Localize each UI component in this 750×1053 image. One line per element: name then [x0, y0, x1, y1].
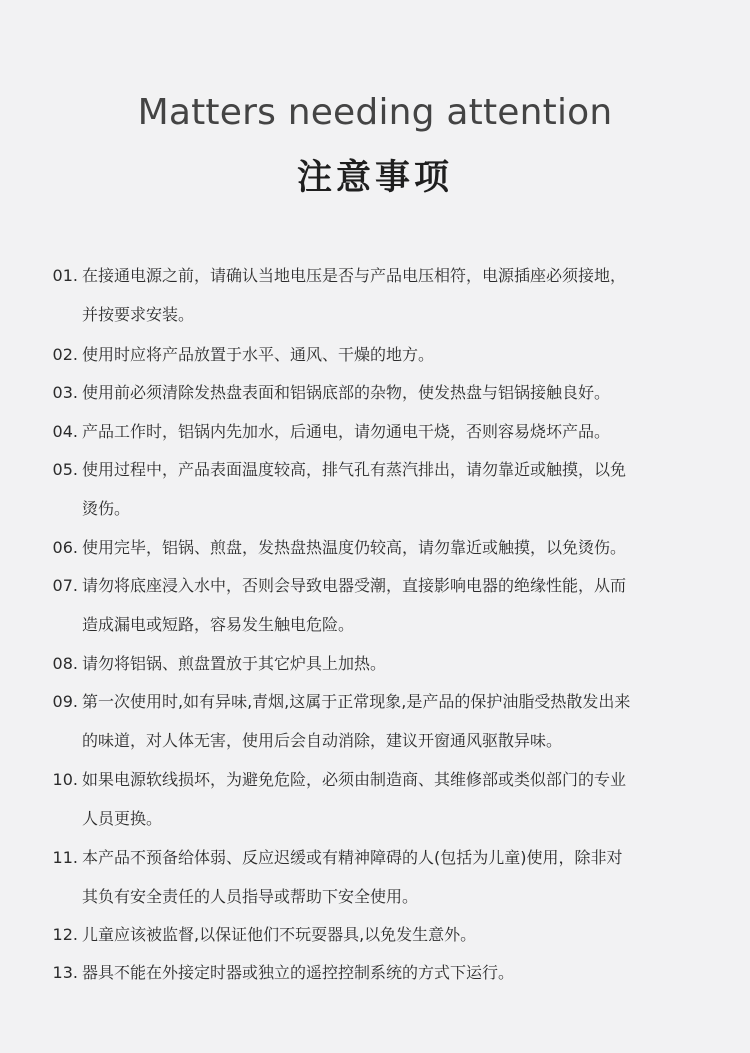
item-text: 请勿将底座浸入水中，否则会导致电器受潮，直接影响电器的绝缘性能，从而 — [82, 576, 627, 595]
item-text: 使用时应将产品放置于水平、通风、干燥的地方。 — [82, 345, 435, 364]
item-number: 12. — [52, 925, 78, 944]
item-number: 08. — [52, 654, 78, 673]
item-text-continued: 其负有安全责任的人员指导或帮助下安全使用。 — [82, 887, 419, 906]
item-text: 第一次使用时,如有异味,青烟,这属于正常现象,是产品的保护油脂受热散发出来 — [82, 692, 631, 711]
item-number: 06. — [52, 538, 78, 557]
item-text: 在接通电源之前，请确认当地电压是否与产品电压相符，电源插座必须接地， — [82, 266, 627, 285]
item-number: 10. — [52, 770, 78, 789]
item-number: 03. — [52, 383, 78, 402]
item-text-continued: 并按要求安装。 — [82, 305, 195, 324]
item-number: 04. — [52, 422, 78, 441]
item-number: 11. — [52, 848, 78, 867]
item-text: 如果电源软线损坏，为避免危险，必须由制造商、其维修部或类似部门的专业 — [82, 770, 627, 789]
chinese-title: 注意事项 — [296, 158, 453, 198]
item-text: 使用过程中，产品表面温度较高，排气孔有蒸汽排出，请勿靠近或触摸，以免 — [82, 460, 627, 479]
item-text: 儿童应该被监督,以保证他们不玩耍器具,以免发生意外。 — [82, 925, 477, 944]
item-text: 产品工作时，铝锅内先加水，后通电，请勿通电干烧，否则容易烧坏产品。 — [82, 422, 611, 441]
item-text: 使用完毕，铝锅、煎盘，发热盘热温度仍较高，请勿靠近或触摸，以免烫伤。 — [82, 538, 627, 557]
item-text-continued: 造成漏电或短路，容易发生触电危险。 — [82, 615, 355, 634]
item-text: 使用前必须清除发热盘表面和铝锅底部的杂物，使发热盘与铝锅接触良好。 — [82, 383, 611, 402]
item-number: 13. — [52, 963, 78, 982]
item-text: 器具不能在外接定时器或独立的遥控控制系统的方式下运行。 — [82, 963, 515, 982]
item-number: 09. — [52, 692, 78, 711]
item-number: 02. — [52, 345, 78, 364]
item-number: 05. — [52, 460, 78, 479]
item-number: 07. — [52, 576, 78, 595]
item-text-continued: 人员更换。 — [82, 809, 163, 828]
item-number: 01. — [52, 266, 78, 285]
item-text: 请勿将铝锅、煎盘置放于其它炉具上加热。 — [82, 654, 387, 673]
item-text-continued: 烫伤。 — [82, 499, 131, 518]
english-title: Matters needing attention — [137, 92, 613, 133]
item-text: 本产品不预备给体弱、反应迟缓或有精神障碍的人(包括为儿童)使用，除非对 — [82, 848, 623, 867]
item-text-continued: 的味道，对人体无害，使用后会自动消除，建议开窗通风驱散异味。 — [82, 731, 563, 750]
